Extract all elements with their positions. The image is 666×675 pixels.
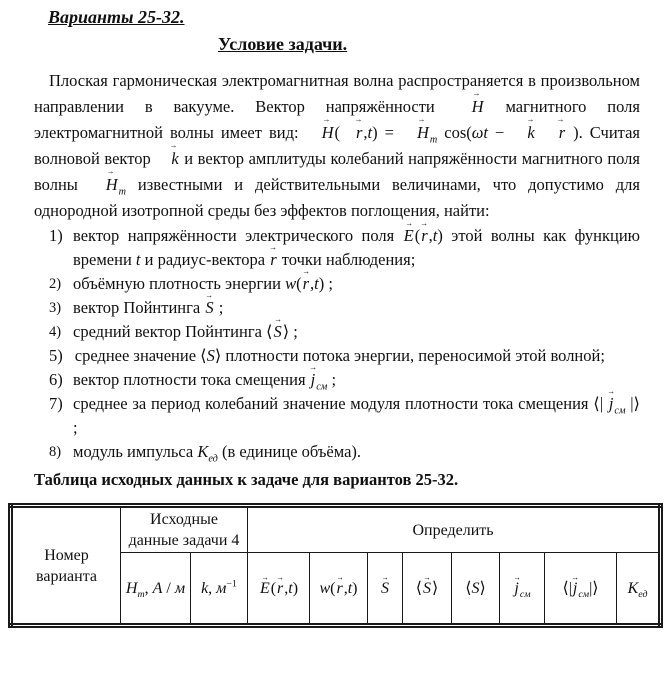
- table-heading: Таблица исходных данных к задаче для вариантов 25-32.: [34, 470, 459, 489]
- header-displacement-current: → $j_{см}$: [500, 553, 545, 626]
- list-item-text: средний вектор Пойнтинга ⟨→ S⟩ ;: [73, 322, 298, 341]
- list-item-text: среднее значение ⟨S⟩ плотности потока энергии, переносимой этой волной;: [74, 346, 605, 365]
- header-impulse-module: $K_{ед}$: [617, 553, 661, 626]
- source-data-table: [8, 503, 663, 628]
- list-item-text: модуль импульса $K_{ед}$ (в единице объёма).: [73, 442, 362, 465]
- task-condition-heading: Условие задачи.: [218, 34, 348, 54]
- list-item: [34, 344, 640, 368]
- header-k-units: k, $м^{-1}$: [191, 553, 248, 626]
- header-source-data-group: Исходные данные задачи 4: [121, 506, 248, 553]
- list-item-text: объёмную плотность энергии w(→ r,t) ;: [73, 274, 333, 293]
- intro-paragraph: Плоская гармоническая электромагнитная волна распространяется в произвольном направлении в вакууме. Вектор напряжённости → H магнитного поля электромагнитной волны имеет вид: → H( → r,t) = → $H_m$ cos(ωt − → k → r ). Считая волновой вектор → k и вектор амплитуды колебаний напряжённости магнитного поля волны → $H_m$ известными и действительными величинами, что допустимо для однородной изотропной среды без эффектов поглощения, найти:: [34, 68, 640, 224]
- list-item-number: 5): [49, 346, 63, 365]
- list-item-number: 1): [49, 226, 63, 245]
- list-item-number: 3): [49, 300, 62, 316]
- variants-heading: Варианты 25-32.: [48, 7, 185, 27]
- list-item: [34, 368, 640, 392]
- header-variant-number: Номер варианта: [11, 506, 121, 626]
- header-determine-group: Определить: [248, 506, 661, 553]
- task-list: [34, 224, 640, 464]
- list-item-number: 2): [49, 276, 62, 292]
- header-hm-units: $H_m$, А / м: [121, 553, 191, 626]
- list-item-text: среднее за период колебаний значение модуля плотности тока смещения ⟨| → $j_{см}$ |⟩ ;: [73, 394, 640, 437]
- list-item-text: вектор Пойнтинга → S ;: [73, 298, 223, 317]
- list-item: [34, 272, 640, 296]
- list-item: [34, 320, 640, 344]
- header-poynting-vector: → S: [368, 553, 403, 626]
- header-mean-displacement-current: ⟨|→ $j_{см}|⟩$: [545, 553, 617, 626]
- list-item-text: вектор плотности тока смещения → $j_{см}$ ;: [73, 370, 336, 389]
- list-item-number: 4): [49, 324, 62, 340]
- list-item: [34, 224, 640, 272]
- header-mean-poynting-vector: ⟨→ S⟩: [403, 553, 452, 626]
- list-item: [34, 392, 640, 440]
- list-item: [34, 440, 640, 464]
- header-mean-s: ⟨S⟩: [452, 553, 500, 626]
- list-item-text: вектор напряжённости электрического поля → E(→ r,t) этой волны как функцию времени t и радиус-вектора → r точки наблюдения;: [73, 226, 640, 269]
- list-item-number: 8): [49, 444, 62, 460]
- list-item-number: 7): [49, 394, 63, 413]
- header-e-field: → E(→ r,t): [248, 553, 310, 626]
- list-item-number: 6): [49, 370, 63, 389]
- header-energy-density: w(→ r,t): [310, 553, 368, 626]
- list-item: [34, 296, 640, 320]
